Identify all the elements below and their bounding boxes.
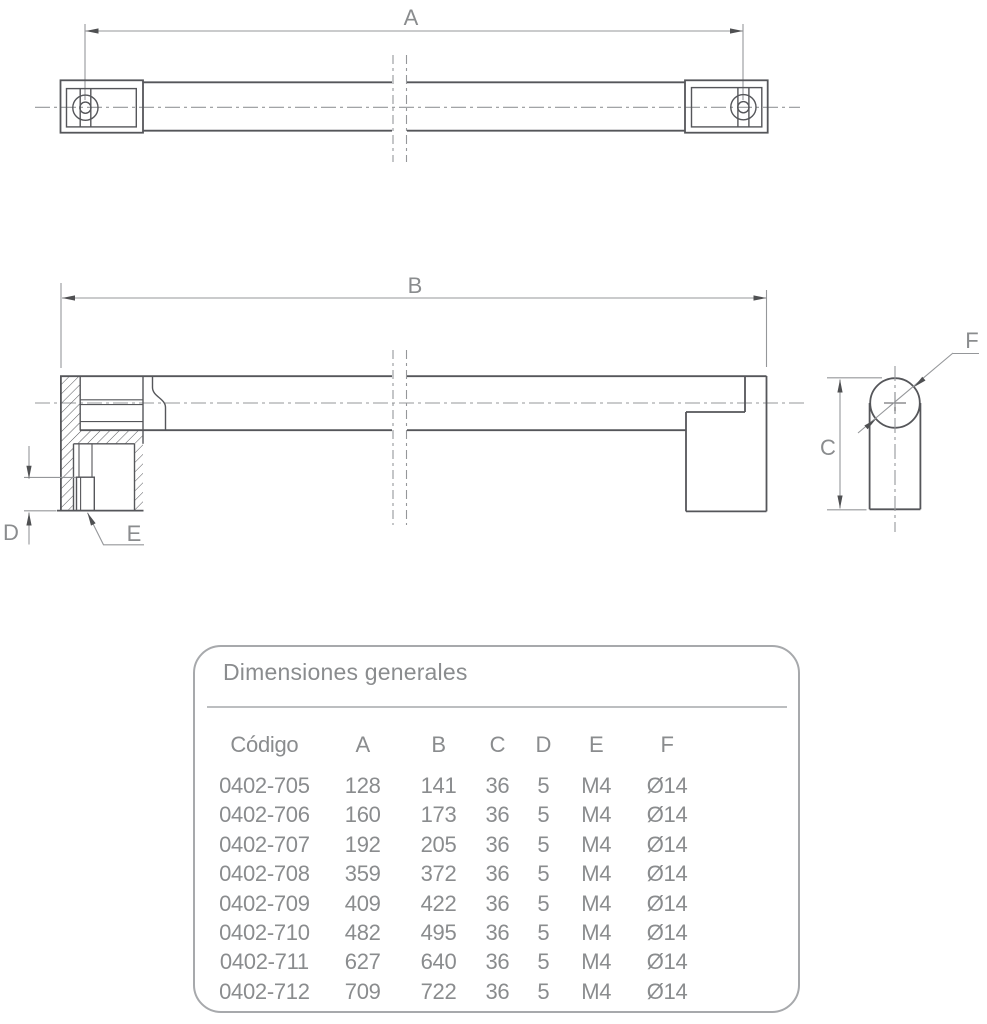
- column-header-f: F: [660, 732, 674, 757]
- front-section-view: [3, 273, 805, 546]
- table-row: [212, 771, 702, 800]
- table-cell-f: Ø14: [646, 773, 688, 798]
- dimension-c: [820, 378, 882, 510]
- column-header-e: E: [589, 732, 604, 757]
- column-header-a: A: [355, 732, 370, 757]
- dim-label-e: E: [126, 521, 142, 546]
- table-cell-f: Ø14: [646, 802, 688, 828]
- dimension-f: [858, 328, 979, 433]
- table-cell-b: 205: [420, 831, 457, 857]
- table-cell-codigo: 0402-705: [219, 773, 310, 798]
- column-header-c: C: [489, 732, 506, 757]
- table-row: [212, 977, 702, 1006]
- table-cell-e: M4: [581, 919, 612, 945]
- table-cell-codigo: 0402-708: [219, 861, 310, 887]
- table-cell-b: 722: [420, 978, 457, 1004]
- table-cell-a: 482: [344, 919, 381, 945]
- column-header-codigo: Código: [230, 732, 299, 757]
- dim-label-d: D: [3, 520, 19, 545]
- table-cell-c: 36: [485, 949, 510, 975]
- right-foot-front-view: [686, 376, 767, 511]
- table-cell-c: 36: [485, 919, 510, 945]
- table-cell-e: M4: [581, 831, 612, 857]
- table-cell-d: 5: [537, 773, 550, 798]
- table-cell-codigo: 0402-712: [219, 978, 310, 1004]
- table-cell-f: Ø14: [646, 861, 688, 887]
- table-cell-d: 5: [537, 978, 550, 1004]
- table-cell-d: 5: [537, 861, 550, 887]
- table-cell-f: Ø14: [646, 831, 688, 857]
- table-cell-a: 627: [344, 949, 381, 975]
- side-view: [820, 328, 979, 532]
- table-cell-a: 192: [344, 831, 381, 857]
- table-cell-d: 5: [537, 919, 550, 945]
- table-cell-c: 36: [485, 890, 510, 916]
- table-cell-c: 36: [485, 978, 510, 1004]
- table-cell-a: 160: [344, 802, 381, 828]
- table-cell-e: M4: [581, 861, 612, 887]
- table-cell-b: 372: [420, 861, 457, 887]
- table-cell-d: 5: [537, 890, 550, 916]
- table-cell-f: Ø14: [646, 949, 688, 975]
- table-cell-codigo: 0402-711: [219, 949, 309, 975]
- column-header-b: B: [431, 732, 446, 757]
- table-header-row: [212, 732, 702, 758]
- table-body: [212, 771, 702, 1006]
- table-cell-e: M4: [581, 978, 612, 1004]
- table-title: Dimensiones generales: [223, 659, 468, 685]
- leader-e: [88, 513, 145, 546]
- table-cell-f: Ø14: [646, 890, 688, 916]
- table-cell-c: 36: [485, 861, 510, 887]
- handle-tube-top-view: [143, 82, 685, 130]
- table-cell-codigo: 0402-707: [219, 831, 310, 857]
- dim-label-a: A: [403, 5, 419, 30]
- table-row: [212, 859, 702, 888]
- table-cell-a: 709: [344, 978, 381, 1004]
- break-lines-top-view: [393, 55, 407, 162]
- table-cell-e: M4: [581, 890, 612, 916]
- table-cell-f: Ø14: [646, 978, 688, 1004]
- top-view: [35, 5, 800, 162]
- break-lines-front-view: [393, 350, 407, 525]
- table-cell-e: M4: [581, 773, 612, 798]
- table-row: [212, 800, 702, 829]
- dimension-a: [85, 5, 743, 100]
- dim-label-c: C: [820, 435, 836, 460]
- table-cell-a: 128: [344, 773, 381, 798]
- table-cell-codigo: 0402-709: [219, 890, 310, 916]
- table-cell-a: 409: [344, 890, 381, 916]
- column-header-d: D: [535, 732, 552, 757]
- dimension-b: [61, 273, 767, 368]
- table-row: [212, 918, 702, 947]
- table-cell-f: Ø14: [646, 919, 688, 945]
- table-cell-d: 5: [537, 831, 550, 857]
- table-cell-c: 36: [485, 802, 510, 828]
- dimensions-table-card: [193, 645, 800, 1013]
- set-screw: [77, 444, 95, 511]
- right-end-cap-top-view: [685, 80, 768, 132]
- table-row: [212, 830, 702, 859]
- table-cell-b: 141: [420, 773, 457, 798]
- table-cell-c: 36: [485, 773, 510, 798]
- dim-label-b: B: [407, 273, 423, 298]
- table-cell-codigo: 0402-706: [219, 802, 310, 828]
- table-row: [212, 947, 702, 976]
- table-cell-e: M4: [581, 802, 612, 828]
- table-row: [212, 889, 702, 918]
- table-cell-d: 5: [537, 802, 550, 828]
- table-separator: [207, 706, 787, 708]
- dim-label-f: F: [965, 328, 979, 353]
- table-cell-codigo: 0402-710: [219, 919, 310, 945]
- table-cell-a: 359: [344, 861, 381, 887]
- table-cell-b: 173: [420, 802, 457, 828]
- table-cell-b: 640: [420, 949, 457, 975]
- left-end-cap-top-view: [61, 80, 144, 132]
- table-cell-e: M4: [581, 949, 612, 975]
- table-cell-d: 5: [537, 949, 550, 975]
- left-foot-section: [57, 376, 166, 511]
- table-cell-b: 495: [420, 919, 457, 945]
- table-cell-c: 36: [485, 831, 510, 857]
- table-cell-b: 422: [420, 890, 457, 916]
